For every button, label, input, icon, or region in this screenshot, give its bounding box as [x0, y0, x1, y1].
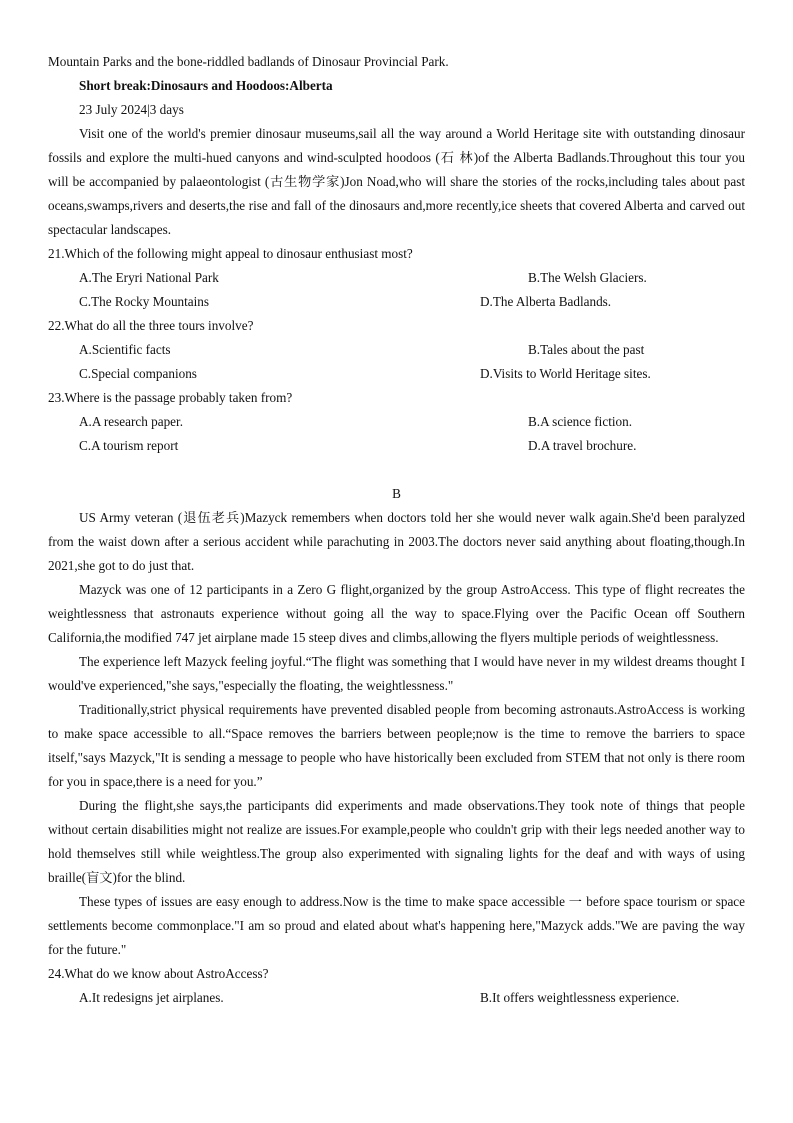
section-b-paragraph-6: These types of issues are easy enough to address.Now is the time to make space accessible 一 before space tourism or space settlements become commonplace."I am so proud and elated about what's happening here,"Mazyck adds."We are paving the way for the future."	[48, 894, 745, 957]
question-21-option-a: A.The Eryri National Park	[79, 270, 219, 285]
short-break-title: Short break:Dinosaurs and Hoodoos:Alberta	[79, 78, 333, 93]
section-b-paragraph-5: During the flight,she says,the participants did experiments and made observations.They took note of things that people without certain disabilities might not realize are issues.For example,people who couldn't grip with their legs needed another way to hold themselves still while weightless.The group also experimented with signaling lights for the deaf and with ways of using braille(盲文)for the blind.	[48, 798, 745, 885]
question-21-stem: 21.Which of the following might appeal to dinosaur enthusiast most?	[48, 246, 413, 261]
question-21-option-d: D.The Alberta Badlands.	[480, 294, 612, 309]
question-21-row-cd	[48, 290, 745, 314]
section-a-tail-line: Mountain Parks and the bone-riddled badlands of Dinosaur Provincial Park.	[48, 54, 449, 69]
question-23-row-ab	[48, 410, 745, 434]
question-22-option-a: A.Scientific facts	[79, 342, 171, 357]
short-break-description: Visit one of the world's premier dinosaur museums,sail all the way around a World Heritage site with outstanding dinosaur fossils and explore the multi-hued canyons and wind-sculpted hoodoos (石 林)of the Alberta Badlands.Throughout this tour you will be accompanied by palaeontologist (古生物学家)Jon Noad,who will share the stories of the rocks,including tales about past oceans,swamps,rivers and deserts,the rise and fall of the dinosaurs and,more recently,ice sheets that covered Alberta and carved out spectacular landscapes.	[48, 126, 745, 237]
question-24-option-a: A.It redesigns jet airplanes.	[79, 990, 224, 1005]
question-22-row-ab	[48, 338, 745, 362]
question-23-row-cd	[48, 434, 745, 458]
section-b-paragraph-1: US Army veteran (退伍老兵)Mazyck remembers when doctors told her she would never walk again.She'd been paralyzed from the waist down after a serious accident while parachuting in 2003.The doctors never said anything about floating,though.In 2021,she got to do just that.	[48, 510, 745, 573]
question-23-stem: 23.Where is the passage probably taken from?	[48, 390, 293, 405]
question-21-option-c: C.The Rocky Mountains	[79, 294, 210, 309]
question-24-option-b: B.It offers weightlessness experience.	[480, 990, 680, 1005]
section-b-paragraph-4: Traditionally,strict physical requirements have prevented disabled people from becoming astronauts.AstroAccess is working to make space accessible to all.“Space removes the barriers between people;now is the time to remove the barriers to space itself,"says Mazyck,"It is sending a message to people who have historically been excluded from STEM that not only is there room for you in space,there is a need for you.”	[48, 702, 745, 789]
question-22-option-c: C.Special companions	[79, 366, 197, 381]
section-b-paragraph-2: Mazyck was one of 12 participants in a Zero G flight,organized by the group AstroAccess. This type of flight recreates the weightlessness that astronauts experience without going all the way to space.Flying over the Pacific Ocean off Southern California,the modified 747 jet airplane made 15 steep dives and climbs,allowing the flyers multiple periods of weightlessness.	[48, 582, 745, 645]
question-23-option-b: B.A science fiction.	[528, 414, 633, 429]
section-gap	[48, 458, 745, 482]
question-22-option-d: D.Visits to World Heritage sites.	[480, 366, 651, 381]
exam-page	[48, 50, 745, 1010]
question-23-option-c: C.A tourism report	[79, 438, 179, 453]
question-24-row-ab	[48, 986, 745, 1010]
question-22-stem: 22.What do all the three tours involve?	[48, 318, 254, 333]
question-22-row-cd	[48, 362, 745, 386]
question-23-option-a: A.A research paper.	[79, 414, 183, 429]
section-b-heading: B	[392, 486, 401, 501]
section-b-paragraph-3: The experience left Mazyck feeling joyful.“The flight was something that I would have never in my wildest dreams thought I would've experienced,"she says,"especially the floating, the weightlessness."	[48, 654, 745, 693]
question-23-option-d: D.A travel brochure.	[528, 438, 637, 453]
question-21-option-b: B.The Welsh Glaciers.	[528, 270, 647, 285]
question-24-stem: 24.What do we know about AstroAccess?	[48, 966, 269, 981]
short-break-date: 23 July 2024|3 days	[79, 102, 184, 117]
question-21-row-ab	[48, 266, 745, 290]
question-22-option-b: B.Tales about the past	[528, 342, 645, 357]
